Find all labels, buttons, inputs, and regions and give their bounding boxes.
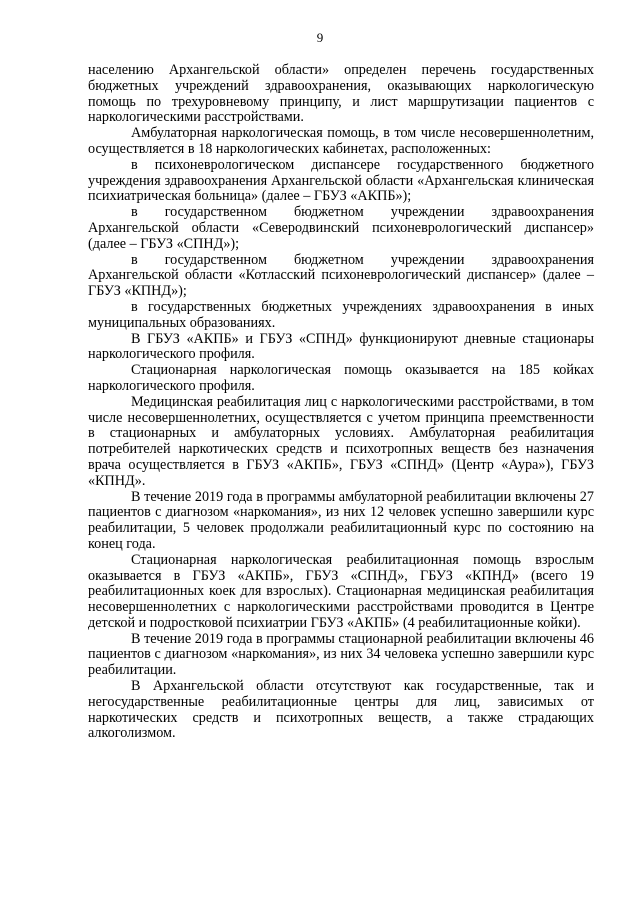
paragraph: Стационарная наркологическая помощь оказывается на 185 койках наркологического профиля. [88,362,594,394]
document-body [88,63,594,742]
page-number: 9 [316,30,324,45]
paragraph: Стационарная наркологическая реабилитационная помощь взрослым оказывается в ГБУЗ «АКПБ», ГБУЗ «СПНД», ГБУЗ «КПНД» (всего 19 реабилитационных коек для взрослых). Стационарная медицинская реабилитация несовершеннолетних с наркологическими расстройствами проводится в Центре детской и подростковой психиатрии ГБУЗ «АКПБ» (4 реабилитационные койки). [88,551,594,631]
paragraph: В Архангельской области отсутствуют как государственные, так и негосударственные реабилитационные центры для лиц, зависимых от наркотических средств и психотропных веществ, а также страдающих алкоголизмом. [88,678,594,742]
paragraph: В течение 2019 года в программы стационарной реабилитации включены 46 пациентов с диагнозом «наркомания», из них 34 человека успешно завершили курс реабилитации. [88,630,594,679]
paragraph: в государственном бюджетном учреждении здравоохранения Архангельской области «Котласский психоневрологический диспансер» (далее – ГБУЗ «КПНД»); [88,251,594,300]
paragraph: в психоневрологическом диспансере государственного бюджетного учреждения здравоохранения Архангельской области «Архангельская клиническая психиатрическая больница» (далее – ГБУЗ «АКПБ»); [88,156,594,205]
paragraph-continuation: населению Архангельской области» определен перечень государственных бюджетных учреждений здравоохранения, оказывающих наркологическую помощь по трехуровневому принципу, и лист маршрутизации пациентов с наркологическими расстройствами. [88,62,594,126]
paragraph: В ГБУЗ «АКПБ» и ГБУЗ «СПНД» функционируют дневные стационары наркологического профиля. [88,330,594,363]
paragraph: в государственном бюджетном учреждении здравоохранения Архангельской области «Северодвинский психоневрологический диспансер» (далее – ГБУЗ «СПНД»); [88,204,594,252]
paragraph: В течение 2019 года в программы амбулаторной реабилитации включены 27 пациентов с диагнозом «наркомания», из них 12 человек успешно завершили курс реабилитации, 5 человек продолжали реабилитационный курс по состоянию на конец года. [88,488,594,552]
paragraph: в государственных бюджетных учреждениях здравоохранения в иных муниципальных образованиях. [88,298,594,331]
paragraph: Медицинская реабилитация лиц с наркологическими расстройствами, в том числе несовершеннолетних, осуществляется с учетом принципа преемственности в стационарных и амбулаторных условиях. Амбулаторная реабилитация потребителей наркотических средств и психотропных веществ без назначения врача осуществляется в ГБУЗ «АКПБ», ГБУЗ «СПНД» (Центр «Аура»), ГБУЗ «КПНД». [88,393,594,489]
paragraph: Амбулаторная наркологическая помощь, в том числе несовершеннолетним, осуществляется в 18 наркологических кабинетах, расположенных: [88,125,594,157]
